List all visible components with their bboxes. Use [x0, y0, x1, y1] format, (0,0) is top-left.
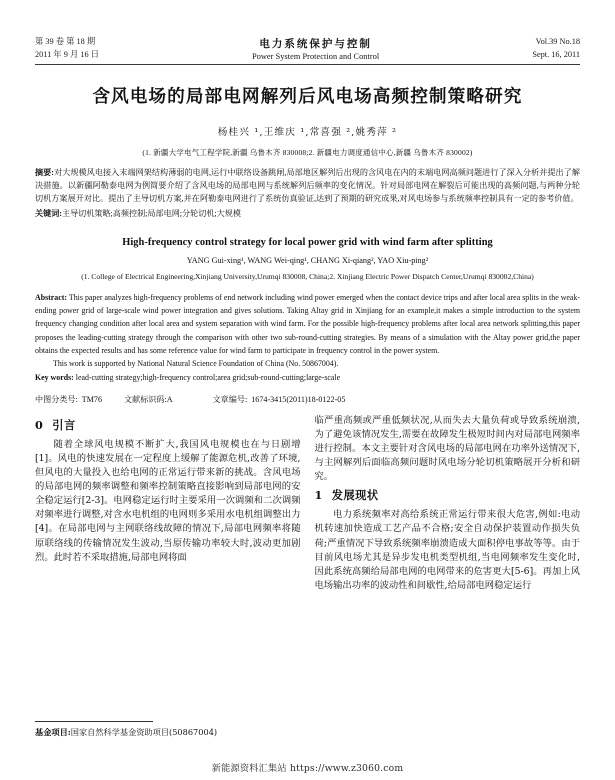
masthead-center	[99, 36, 532, 61]
author-list-cn: 杨桂兴 ¹,王维庆 ¹,常喜强 ²,姚秀萍 ²	[217, 126, 398, 138]
keywords-text-en: lead-cutting strategy;high-frequency control;area grid;sub-round-cutting;large-scale	[75, 373, 341, 383]
article-title-en: High-frequency control strategy for local power grid with wind farm after splitting	[122, 236, 493, 248]
abstract-text-cn: 对大规模风电接入末端网架结构薄弱的电网,运行中联络设备跳闸,局部地区解列后出现的含风电在内的末端电网高频问题进行了深入分析并提出了解决措施。以新疆阿勒泰电网为例简要介绍了含风电场的局部电网与系统解列后频率的变化情况。针对局部电网在解裂后可能出现的高频问题,与两种分轮切机方案展开对比。提出了主导切机方案,并在阿勒泰电网进行了系统仿真验证,达到了预期的研究成果,对风电场参与系统频率控制具有一定的参考价值。	[35, 167, 580, 203]
clc-number	[35, 394, 102, 405]
section-number-1: 1	[314, 488, 323, 503]
document-code-value: A	[166, 394, 173, 404]
article-id	[213, 394, 346, 405]
document-code	[124, 394, 173, 405]
affiliation-cn: (1. 新疆大学电气工程学院,新疆 乌鲁木齐 830008;2. 新疆电力调度通信中心,新疆 乌鲁木齐 830002)	[142, 147, 473, 157]
volume-issue-en: Vol.39 No.18	[535, 37, 580, 46]
column-left	[35, 414, 301, 593]
volume-issue-cn: 第 39 卷 第 18 期	[35, 37, 96, 46]
funding-footnote	[35, 726, 301, 738]
article-id-value: 1674-3415(2011)18-0122-05	[251, 394, 346, 404]
article-id-label: 文章编号:	[212, 394, 248, 404]
journal-masthead	[35, 0, 580, 65]
document-code-label: 文献标识码:	[124, 394, 167, 404]
section-heading-1	[315, 487, 581, 503]
journal-title-cn: 电力系统保护与控制	[259, 38, 372, 50]
funding-statement-en: This work is supported by National Natural Science Foundation of China (No. 50867004).	[53, 359, 339, 369]
footnote-divider	[35, 721, 153, 722]
keywords-label-cn: 关键词:	[35, 209, 62, 219]
section-number-0: 0	[35, 417, 44, 432]
keywords-text-cn: 主导切机策略;高频控制;局部电网;分轮切机;大规模	[61, 209, 241, 219]
classification-line	[35, 394, 580, 405]
paragraph-development-status: 电力系统频率对高给系统正常运行带来很大危害,例如:电动机转速加快造成工艺产品不合格;安全自动保护装置动作损失负荷;严重情况下导致系统频率崩溃造成大面积停电事故等等。由于目前风电场尤其是异步发电机类型机组,当电网频率发生变化时,因此系统高频给局部电网的电网带来的危害更大[5-6]。再加上风电场输出功率的波动性和间歇性,给局部电网稳定运行	[314, 509, 580, 591]
masthead-right	[532, 36, 580, 62]
article-title-cn: 含风电场的局部电网解列后风电场高频控制策略研究	[92, 86, 523, 107]
keywords-en	[35, 371, 580, 384]
section-title-1: 发展现状	[331, 488, 379, 503]
funding-footnote-label: 基金项目:	[35, 726, 71, 737]
keywords-label-en: Key words:	[35, 373, 74, 383]
abstract-text-en: This paper analyzes high-frequency problems of end network including wind power emerged when the contact device trips and after local area splits in the weak-ending power grid of large-scale wind power integration and gives solutions. Taking Altay grid in Xinjiang for an example,it makes a simple introduction to the system frequency changing condition after local area and system separation with wind farm. For the possible high-frequency problems after local area network splitting,this paper proposes the leading-cutting strategy through the comparison with other two sub-round-cutting strategies. By means of a simulation with the Altay power grid,the paper obtains the expected results and has some reference value for wind farm to participate in frequency control in the power system.	[35, 292, 580, 355]
section-heading-0	[35, 417, 301, 433]
publication-date-en: Sept. 16, 2011	[532, 49, 580, 59]
site-watermark: 新能源资料汇集站 https://www.z3060.com	[211, 763, 404, 774]
section-title-0: 引言	[52, 417, 76, 432]
paragraph-intro-continued: 临严重高频或严重低频状况,从而失去大量负荷或导致系统崩溃,为了避免该情况发生,需要在故障发生极短时间内对局部电网频率进行控制。本文主要针对含风电场的局部电网在功率外送情况下,与主网解列后面临高频问题时风电场分轮切机策略展开分析和研究。	[314, 414, 580, 483]
clc-label: 中图分类号:	[35, 394, 78, 404]
footnote-area	[35, 721, 301, 738]
body-columns	[35, 414, 580, 593]
publication-date-cn: 2011 年 9 月 16 日	[35, 49, 99, 59]
abstract-label-cn: 摘要:	[35, 167, 55, 177]
clc-value: TM76	[81, 394, 102, 404]
masthead-left	[35, 36, 99, 62]
abstract-en	[35, 291, 580, 357]
column-right	[315, 414, 581, 593]
journal-title-en: Power System Protection and Control	[252, 52, 380, 61]
abstract-cn	[35, 166, 580, 205]
keywords-cn	[35, 208, 580, 221]
funding-footnote-text: 国家自然科学基金资助项目(50867004)	[70, 726, 218, 737]
author-list-en: YANG Gui-xing¹, WANG Wei-qing¹, CHANG Xi-qiang², YAO Xiu-ping²	[186, 255, 429, 265]
affiliation-en: (1. College of Electrical Engineering,Xinjiang University,Urumqi 830008, China;2. Xinjiang Electric Power Dispatch Center,Urumqi 830002,China)	[81, 271, 534, 281]
abstract-label-en: Abstract:	[35, 292, 67, 302]
paragraph-intro: 随着全球风电规模不断扩大,我国风电规模也在与日剧增[1]。风电的快速发展在一定程度上缓解了能源危机,改善了环境,但风电的大量投入也给电网的正常运行带来新的挑战。含风电场的局部电网的频率调整和频率控制策略直接影响到局部电网的安全稳定运行[2-3]。电网稳定运行时主要采用一次调频和二次调频对频率进行调整,对含水电机组的电网则多采用水电机组调整出力[4]。在局部电网与主网联络线故障的情况下,局部电网频率将随原联络线的传输情况发生波动,当原传输功率较大时,波动更加剧烈。此时若不采取措施,局部电网将面	[35, 438, 301, 563]
